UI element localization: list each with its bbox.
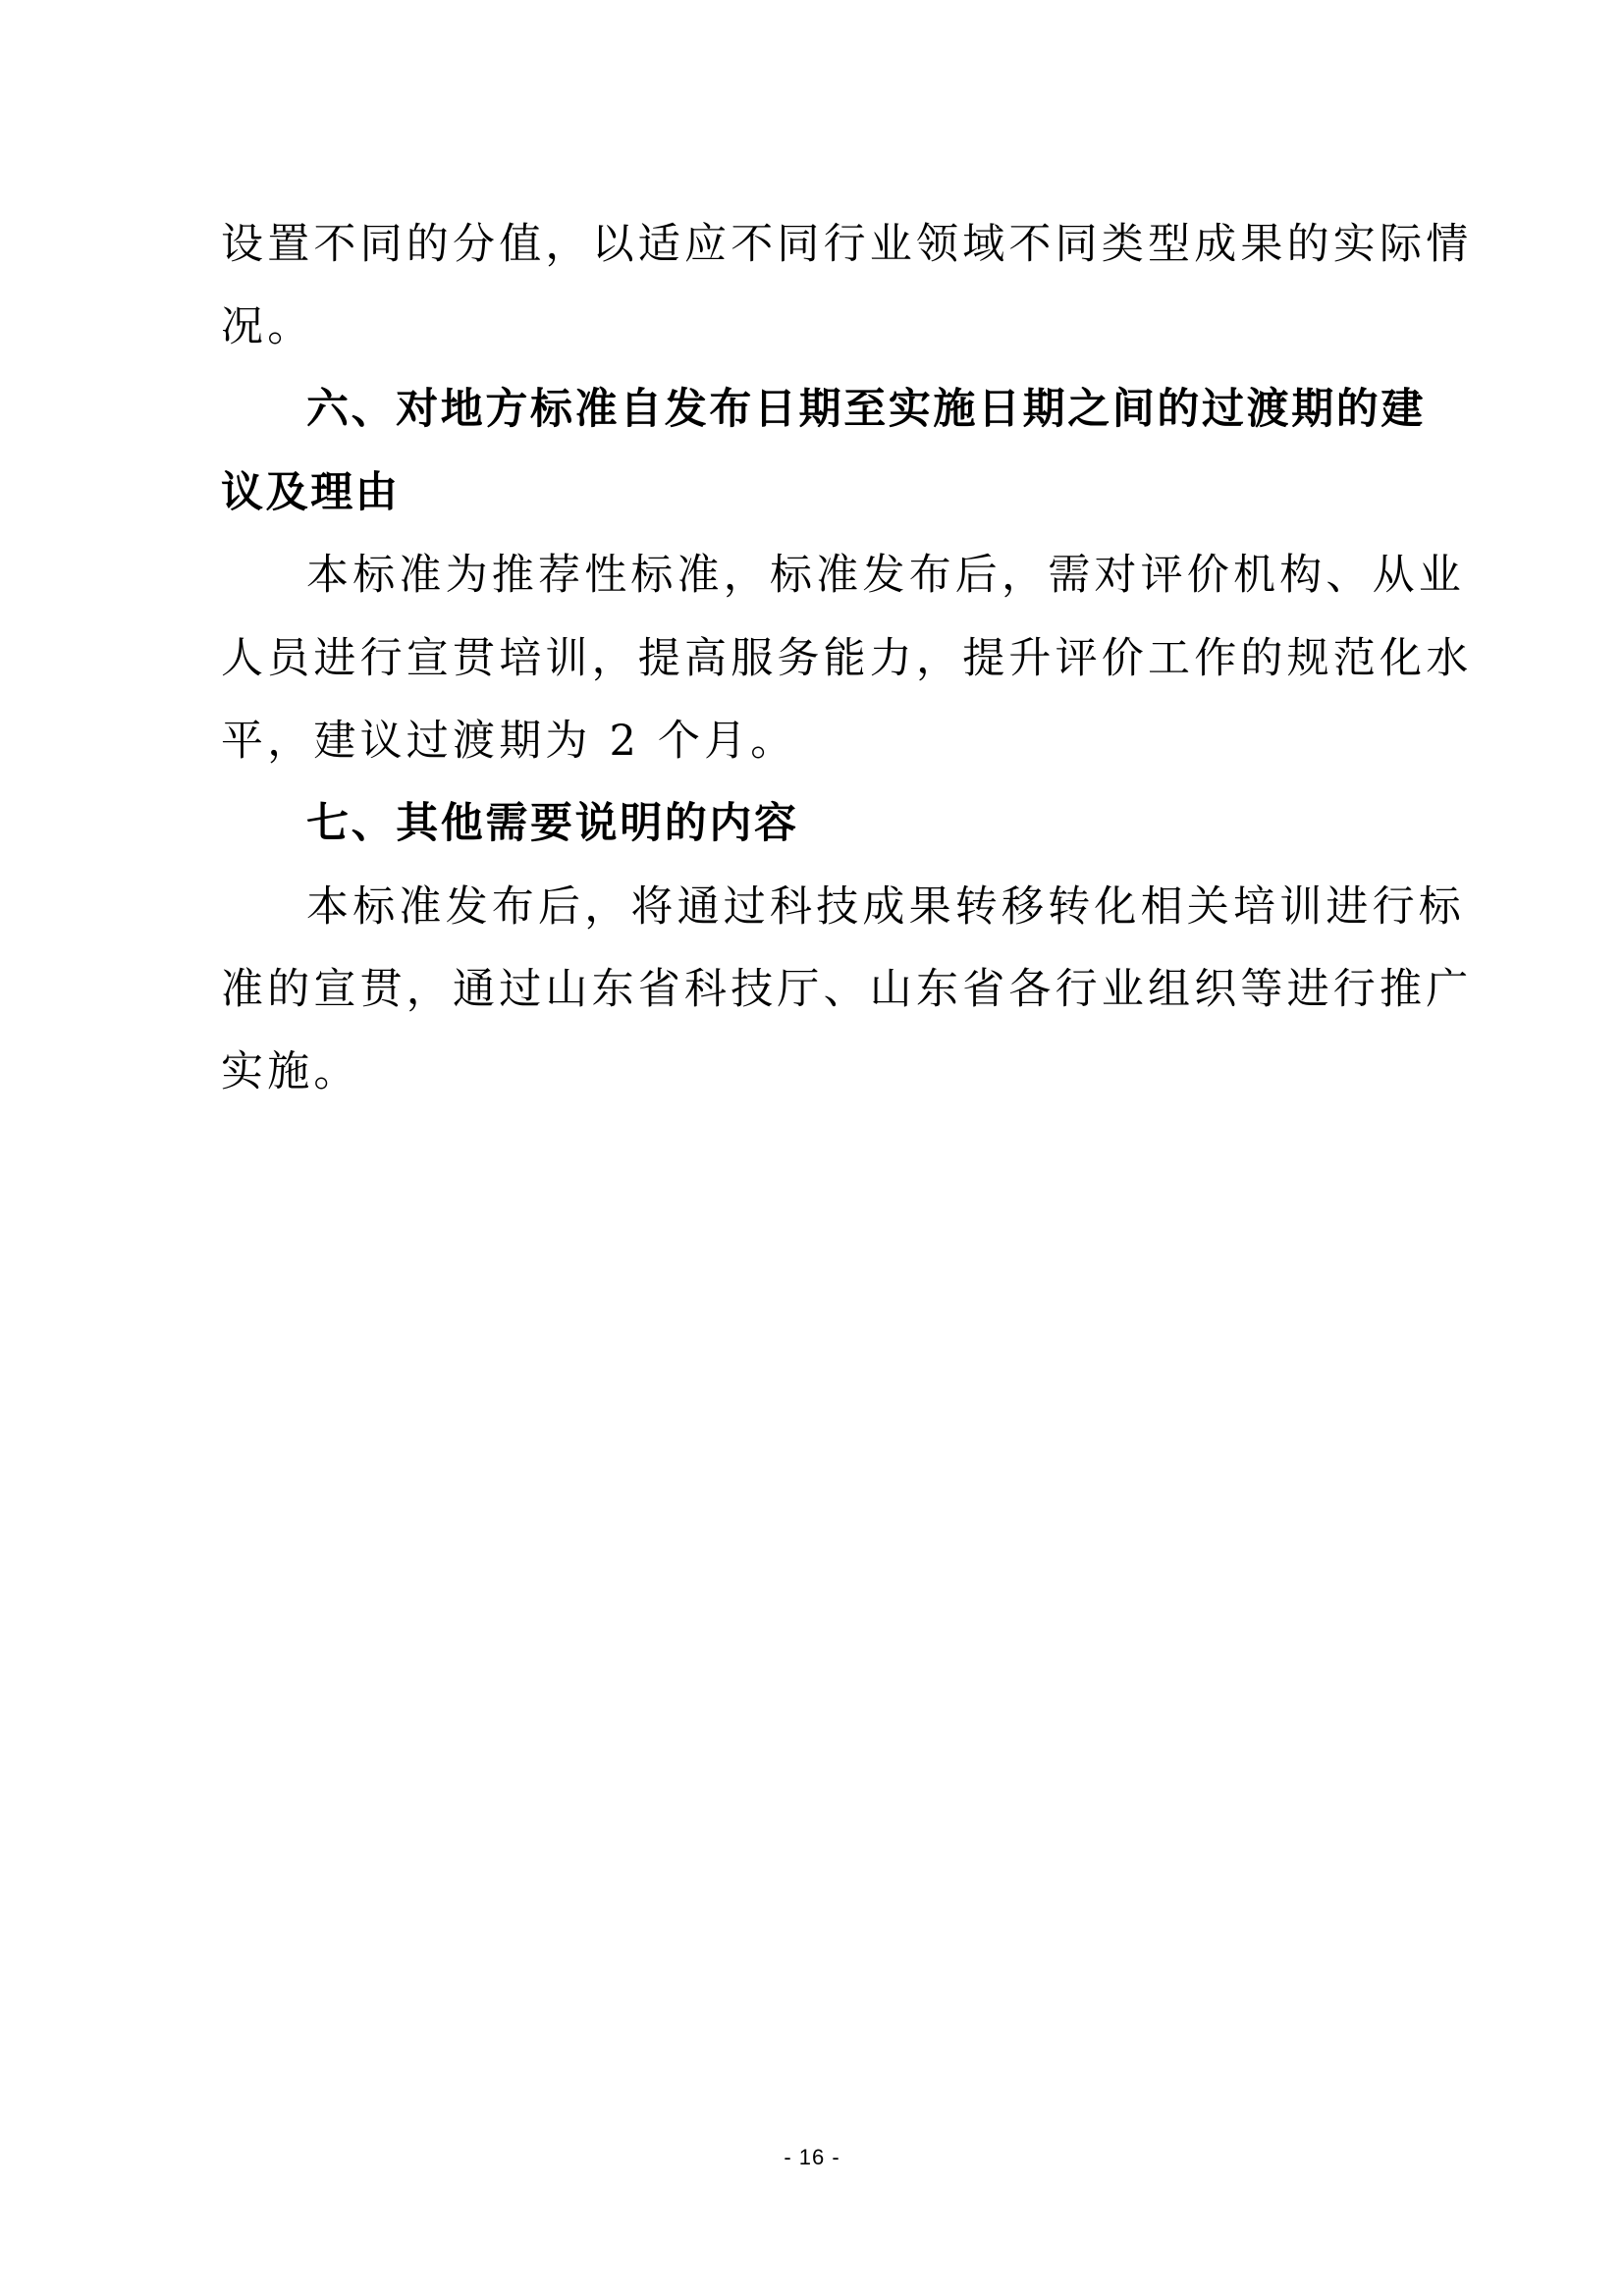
section-heading: 议及理由 (221, 468, 401, 517)
page-number: - 16 - (784, 2145, 840, 2169)
section-heading: 七、其他需要说明的内容 (306, 799, 799, 848)
paragraph-line: 况。 (221, 302, 314, 351)
paragraph-line: 设置不同的分值，以适应不同行业领域不同类型成果的实际情 (221, 220, 1473, 269)
section-heading: 六、对地方标准自发布日期至实施日期之间的过渡期的建 (306, 385, 1426, 434)
paragraph-line: 准的宣贯，通过山东省科技厅、山东省各行业组织等进行推广 (221, 965, 1473, 1014)
paragraph-line: 平，建议过渡期为 2 个月。 (221, 717, 797, 766)
paragraph-line: 实施。 (221, 1047, 360, 1096)
paragraph-line: 本标准发布后，将通过科技成果转移转化相关培训进行标 (306, 882, 1465, 932)
paragraph-line: 人员进行宣贯培训，提高服务能力，提升评价工作的规范化水 (221, 634, 1473, 683)
paragraph-line: 本标准为推荐性标准，标准发布后，需对评价机构、从业 (306, 551, 1465, 600)
